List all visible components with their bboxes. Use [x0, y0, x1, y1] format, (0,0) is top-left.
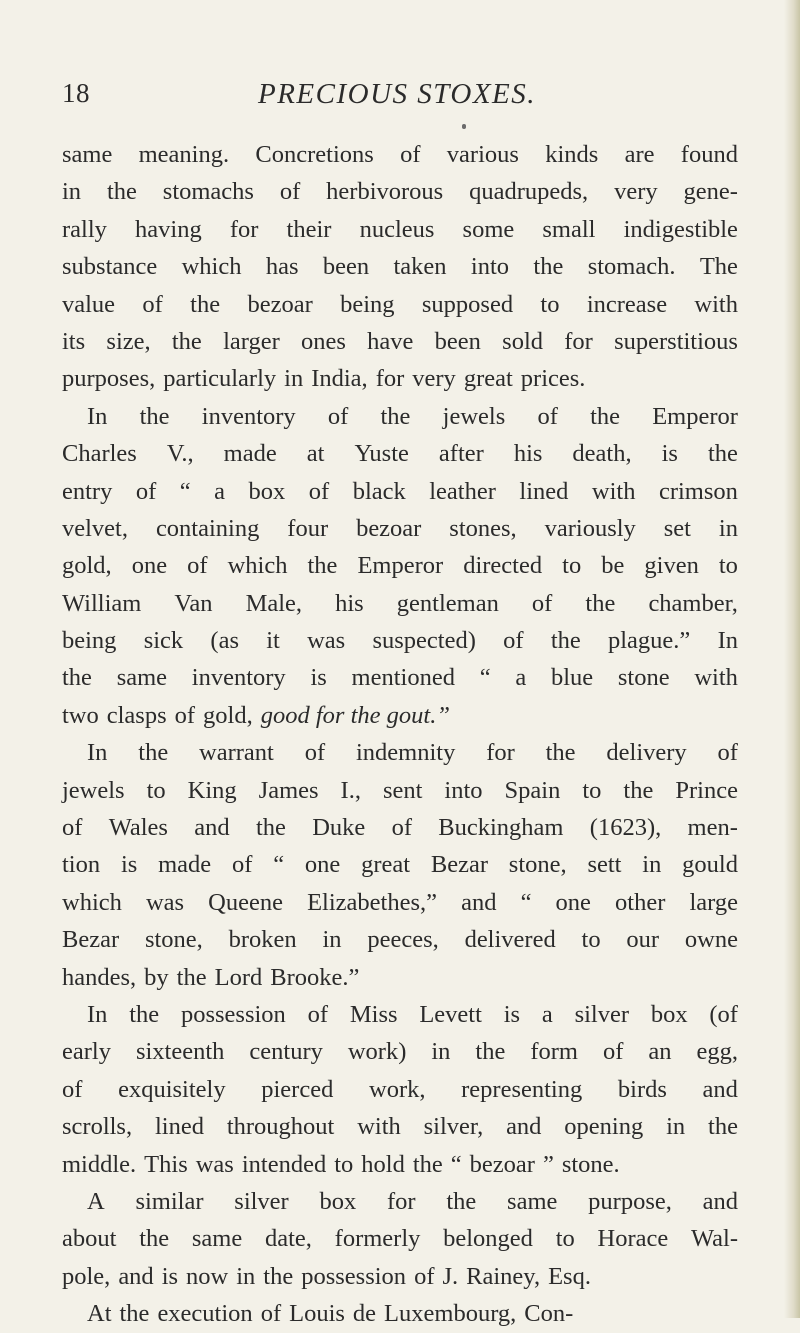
page-number: 18 [62, 78, 90, 108]
print-speck [462, 124, 466, 129]
text-line: value of the bezoar being supposed to increase with [62, 290, 738, 318]
text-line: two clasps of gold, good for the gout.” [62, 697, 738, 734]
text-line: In the inventory of the jewels of the Emperor [87, 402, 738, 430]
text-line: of exquisitely pierced work, representing birds and [62, 1075, 738, 1103]
page-edge-shadow [784, 0, 800, 1318]
text-line: tion is made of “ one great Bezar stone, sett in gould [62, 851, 738, 879]
page-header [0, 78, 800, 118]
text-line: A similar silver box for the same purpose, and [87, 1187, 738, 1215]
text-line: about the same date, formerly belonged to Horace Wal- [62, 1225, 738, 1253]
text-line: William Van Male, his gentleman of the chamber, [62, 589, 738, 617]
text-line: which was Queene Elizabethes,” and “ one other large [62, 888, 738, 916]
body-text [62, 136, 738, 1333]
text-line: middle. This was intended to hold the “ bezoar ” stone. [62, 1150, 620, 1178]
text-line: In the possession of Miss Levett is a silver box (of [87, 1000, 738, 1028]
text-line: At the execution of Louis de Luxembourg, Con- [87, 1300, 574, 1328]
italic-phrase: good for the gout.” [260, 701, 450, 729]
text-line: entry of “ a box of black leather lined with crimson [62, 477, 738, 505]
text-line: same meaning. Concretions of various kinds are found [62, 141, 738, 168]
text-line: of Wales and the Duke of Buckingham (1623), men- [62, 814, 738, 842]
text-line: handes, by the Lord Brooke.” [62, 963, 360, 991]
text-line: Bezar stone, broken in peeces, delivered to our owne [62, 926, 738, 954]
text-line: scrolls, lined throughout with silver, and opening in the [62, 1113, 738, 1141]
text-line: rally having for their nucleus some small indigestible [62, 215, 738, 243]
text-line: Charles V., made at Yuste after his death, is the [62, 440, 738, 468]
text-line: being sick (as it was suspected) of the plague.” In [62, 627, 738, 655]
text-line: pole, and is now in the possession of J. Rainey, Esq. [62, 1262, 591, 1290]
text-line: the same inventory is mentioned “ a blue stone with [62, 664, 738, 692]
text-line: In the warrant of indemnity for the delivery of [87, 739, 738, 767]
running-title: PRECIOUS STOXES. [258, 78, 537, 110]
text-line: purposes, particularly in India, for very great prices. [62, 365, 586, 393]
text-line: in the stomachs of herbivorous quadrupeds, very gene- [62, 178, 738, 206]
text-line: substance which has been taken into the stomach. The [62, 253, 738, 281]
text-line: jewels to King James I., sent into Spain to the Prince [62, 776, 738, 804]
text-line: early sixteenth century work) in the form of an egg, [62, 1038, 738, 1066]
text-line: velvet, containing four bezoar stones, variously set in [62, 514, 738, 542]
text-line: gold, one of which the Emperor directed to be given to [62, 552, 738, 580]
text-line: its size, the larger ones have been sold for superstitious [62, 327, 738, 355]
